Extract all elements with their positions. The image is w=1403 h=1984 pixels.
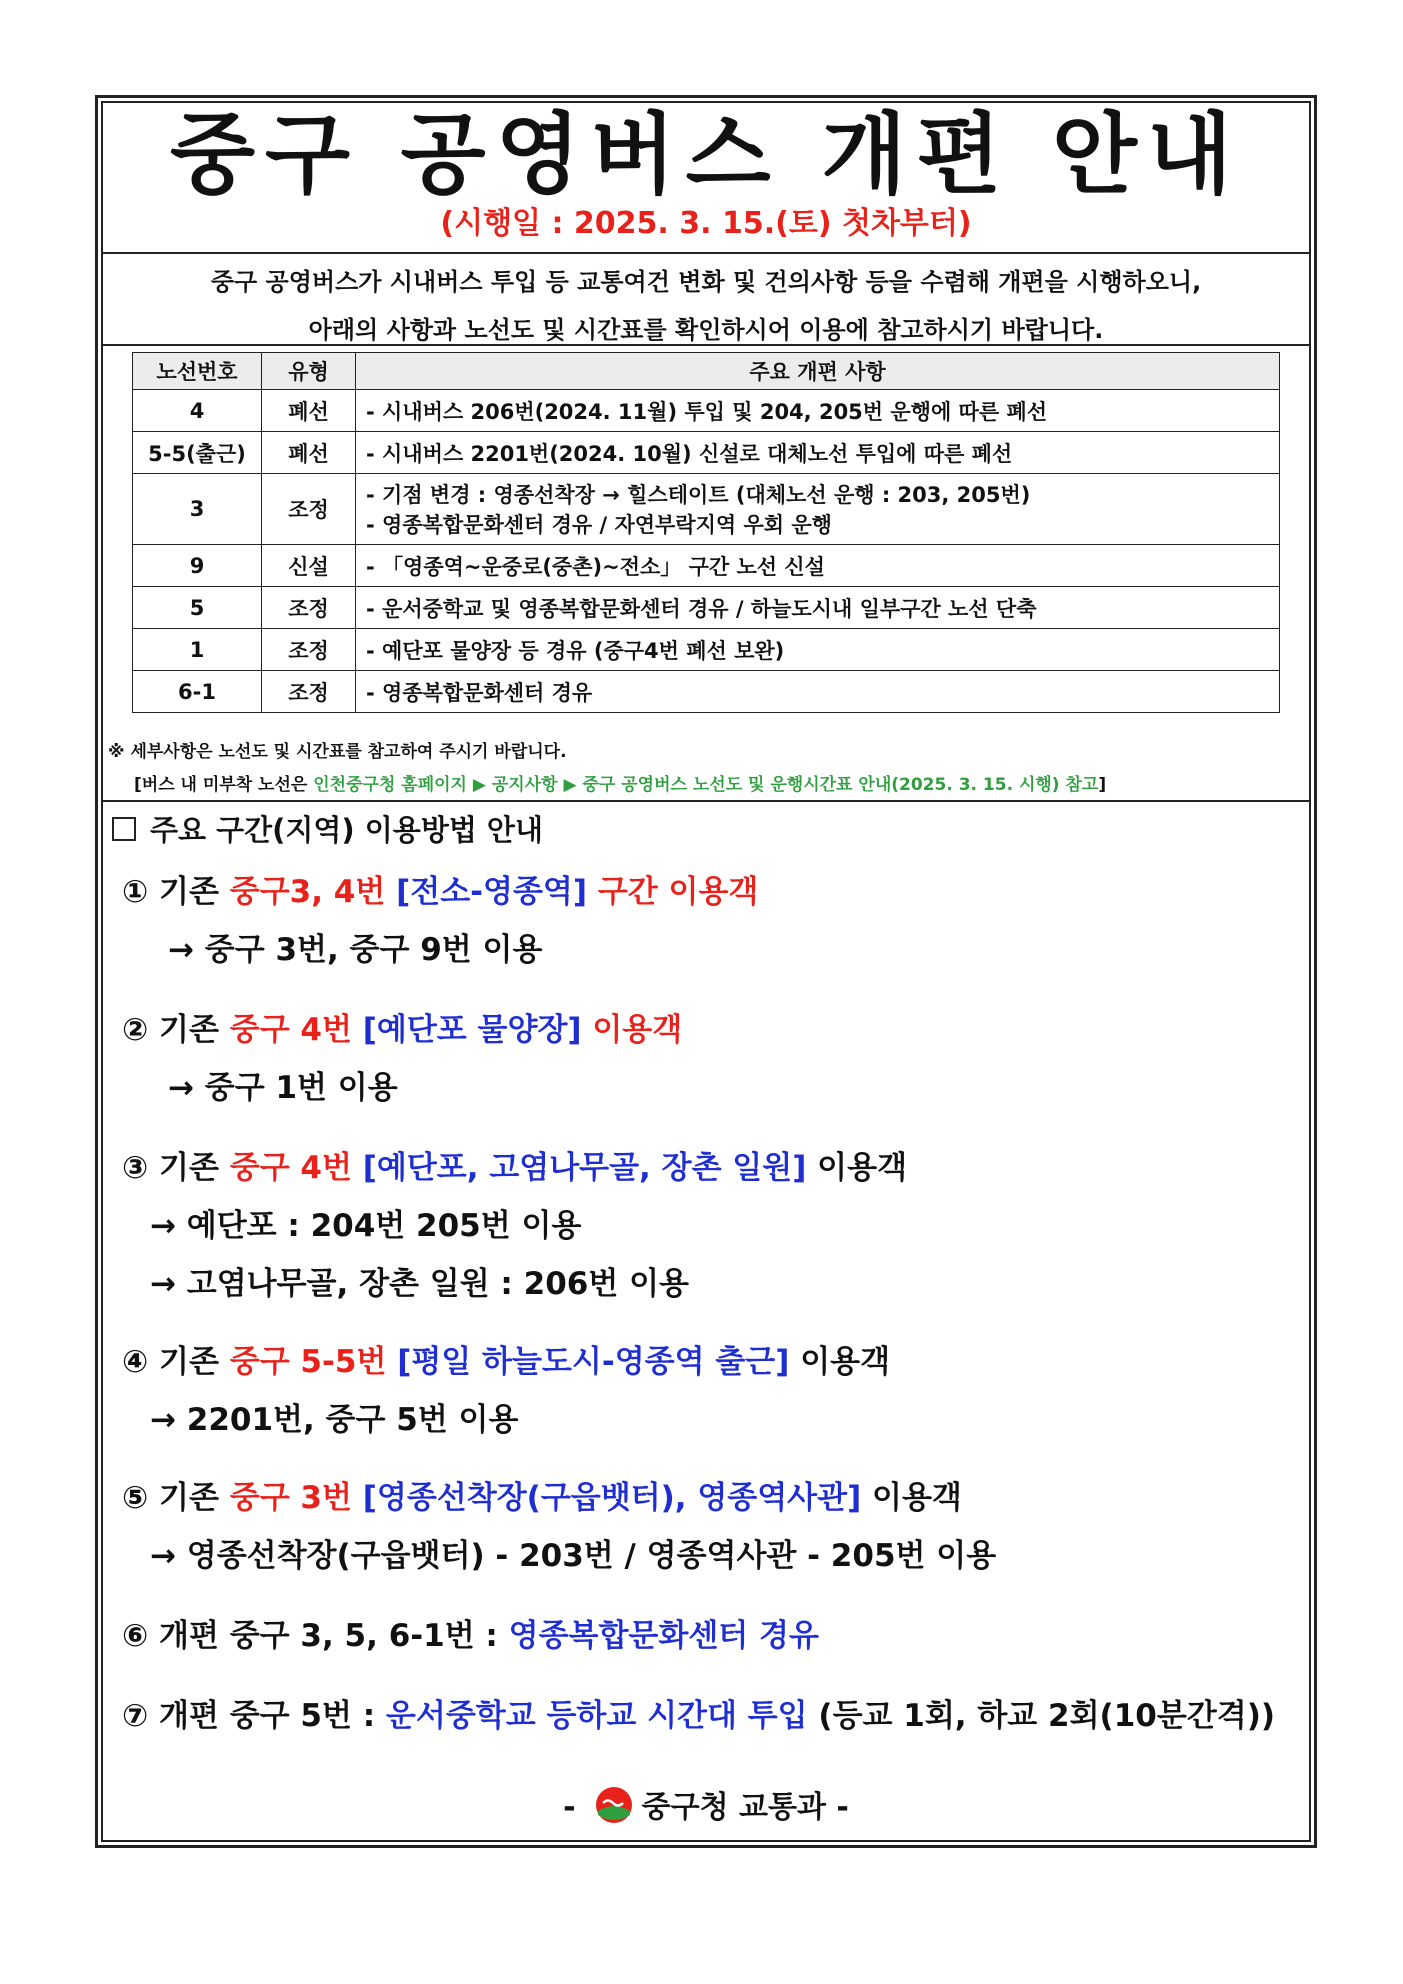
page-title: 중구 공영버스 개편 안내 (170, 103, 1242, 206)
guide-title-text: 주요 구간(지역) 이용방법 안내 (150, 813, 543, 847)
checkbox-icon (112, 817, 136, 841)
guide-item-7 (122, 1694, 1275, 1738)
header-details: 주요 개편 사항 (356, 353, 1280, 390)
guide-item-1 (122, 870, 758, 914)
route-detail: - 시내버스 2201번(2024. 10월) 신설로 대체노선 투입에 따른 폐선 (356, 432, 1280, 474)
item-number: ④ (122, 1344, 149, 1380)
item-area: [영종선착장(구읍뱃터), 영종역사관] (362, 1480, 862, 1516)
item-prefix: 기존 (159, 1012, 219, 1048)
item-suffix: 이용객 (817, 1150, 908, 1186)
route-type: 조정 (262, 474, 356, 545)
note-prefix: [버스 내 미부착 노선은 (134, 775, 314, 795)
item-number: ① (122, 874, 149, 910)
item-route: 중구3, 4번 (229, 874, 386, 910)
item-area: [전소-영종역] (396, 874, 588, 910)
route-detail: - 영종복합문화센터 경유 (356, 671, 1280, 713)
item-suffix: 이용객 (872, 1480, 962, 1516)
route-number: 3 (133, 474, 262, 545)
header-route-number: 노선번호 (133, 353, 262, 390)
route-detail: - 시내버스 206번(2024. 11월) 투입 및 204, 205번 운행에 따른 폐선 (356, 390, 1280, 432)
homepage-path-text: 인천중구청 홈페이지 ▶ 공지사항 ▶ 중구 공영버스 노선도 및 운행시간표 안내(2025. 3. 15. 시행) 참고 (313, 775, 1099, 795)
department-name: 중구청 교통과 (641, 1790, 826, 1825)
route-type: 폐선 (262, 390, 356, 432)
item-suffix: 이용객 (800, 1344, 891, 1380)
item-prefix: 기존 (159, 874, 219, 910)
route-number: 5-5(출근) (133, 432, 262, 474)
item-suffix: (등교 1회, 하교 2회(10분간격)) (818, 1698, 1276, 1734)
guide-item-6 (122, 1614, 819, 1658)
table-row (133, 587, 1280, 629)
footer (101, 1785, 1311, 1830)
junggu-logo-icon (594, 1785, 634, 1825)
effective-date: (시행일 : 2025. 3. 15.(토) 첫차부터) (440, 206, 972, 241)
route-number: 6-1 (133, 671, 262, 713)
divider (101, 344, 1311, 346)
route-number: 4 (133, 390, 262, 432)
note-line: ※ 세부사항은 노선도 및 시간표를 참고하여 주시기 바랍니다. (108, 742, 567, 762)
route-type: 폐선 (262, 432, 356, 474)
guide-item-3-instruction: → 고염나무골, 장촌 일원 : 206번 이용 (150, 1266, 689, 1302)
item-route: 중구 5-5번 (229, 1344, 387, 1380)
intro-text (101, 258, 1311, 354)
route-type: 신설 (262, 545, 356, 587)
footer-dash: - (563, 1790, 576, 1825)
item-area: [예단포, 고염나무골, 장촌 일원] (362, 1150, 807, 1186)
item-prefix: 개편 중구 5번 : (159, 1698, 376, 1734)
route-type: 조정 (262, 671, 356, 713)
route-changes-table (132, 352, 1280, 713)
notes (108, 736, 1106, 802)
header-type: 유형 (262, 353, 356, 390)
guide-item-3-instruction: → 예단포 : 204번 205번 이용 (150, 1208, 582, 1244)
guide-item-4 (122, 1340, 890, 1384)
guide-section-title (112, 808, 543, 852)
table-row (133, 629, 1280, 671)
item-prefix: 기존 (159, 1150, 219, 1186)
route-detail: - 예단포 물양장 등 경유 (중구4번 폐선 보완) (356, 629, 1280, 671)
item-highlight: 영종복합문화센터 경유 (508, 1618, 819, 1654)
item-number: ⑦ (122, 1698, 149, 1734)
route-number: 9 (133, 545, 262, 587)
table-row (133, 432, 1280, 474)
guide-item-5 (122, 1476, 962, 1520)
table-row (133, 671, 1280, 713)
table-row (133, 390, 1280, 432)
route-number: 5 (133, 587, 262, 629)
route-type: 조정 (262, 587, 356, 629)
route-detail: - 운서중학교 및 영종복합문화센터 경유 / 하늘도시내 일부구간 노선 단축 (356, 587, 1280, 629)
note-line (108, 769, 1106, 802)
guide-item-2 (122, 1008, 682, 1052)
table-row (133, 545, 1280, 587)
route-detail-line: - 영종복합문화센터 경유 / 자연부락지역 우회 운행 (366, 513, 832, 537)
item-number: ② (122, 1012, 149, 1048)
route-detail-line: - 기점 변경 : 영종선착장 → 힐스테이트 (대체노선 운행 : 203, 205번) (366, 483, 1031, 507)
item-highlight: 운서중학교 등하교 시간대 투입 (385, 1698, 808, 1734)
guide-item-1-instruction: → 중구 3번, 중구 9번 이용 (168, 932, 543, 968)
divider (101, 800, 1311, 802)
item-area: [예단포 물양장] (362, 1012, 582, 1048)
item-route: 중구 4번 (229, 1012, 352, 1048)
divider (101, 252, 1311, 254)
item-route: 중구 4번 (229, 1150, 352, 1186)
guide-item-2-instruction: → 중구 1번 이용 (168, 1070, 398, 1106)
item-prefix: 기존 (159, 1344, 219, 1380)
item-suffix: 구간 이용객 (597, 874, 759, 910)
guide-item-5-instruction: → 영종선착장(구읍뱃터) - 203번 / 영종역사관 - 205번 이용 (150, 1538, 997, 1574)
table-header-row (133, 353, 1280, 390)
item-route: 중구 3번 (229, 1480, 352, 1516)
intro-line: 중구 공영버스가 시내버스 투입 등 교통여건 변화 및 건의사항 등을 수렴해 개편을 시행하오니, (210, 268, 1202, 296)
route-number: 1 (133, 629, 262, 671)
item-number: ⑥ (122, 1618, 149, 1654)
table-row (133, 474, 1280, 545)
guide-item-4-instruction: → 2201번, 중구 5번 이용 (150, 1402, 519, 1438)
route-detail: - 「영종역~운중로(중촌)~전소」 구간 노선 신설 (356, 545, 1280, 587)
footer-dash: - (836, 1790, 849, 1825)
intro-line: 아래의 사항과 노선도 및 시간표를 확인하시어 이용에 참고하시기 바랍니다. (308, 316, 1104, 344)
item-prefix: 개편 중구 3, 5, 6-1번 : (159, 1618, 498, 1654)
route-type: 조정 (262, 629, 356, 671)
item-prefix: 기존 (159, 1480, 219, 1516)
item-suffix: 이용객 (592, 1012, 683, 1048)
item-area: [평일 하늘도시-영종역 출근] (397, 1344, 790, 1380)
item-number: ⑤ (122, 1480, 149, 1516)
route-detail (356, 474, 1280, 545)
item-number: ③ (122, 1150, 149, 1186)
guide-item-3 (122, 1146, 907, 1190)
note-suffix: ] (1098, 775, 1107, 795)
